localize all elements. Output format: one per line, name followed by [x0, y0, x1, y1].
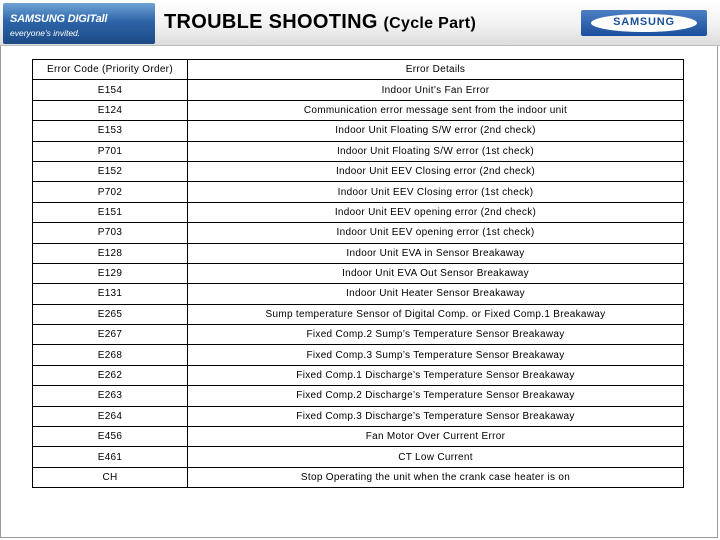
error-detail-cell: Sump temperature Sensor of Digital Comp. or Fixed Comp.1 Breakaway — [188, 304, 684, 324]
samsung-logo-oval — [591, 14, 697, 32]
error-code-cell: P703 — [33, 223, 188, 243]
error-code-cell: E262 — [33, 365, 188, 385]
error-detail-cell: CT Low Current — [188, 447, 684, 467]
error-code-cell: E128 — [33, 243, 188, 263]
column-header-error-code: Error Code (Priority Order) — [33, 60, 188, 80]
table-row — [33, 100, 684, 120]
error-code-cell: E152 — [33, 161, 188, 181]
error-detail-cell: Fixed Comp.3 Sump’s Temperature Sensor Breakaway — [188, 345, 684, 365]
error-detail-cell: Indoor Unit’s Fan Error — [188, 80, 684, 100]
error-detail-cell: Communication error message sent from the indoor unit — [188, 100, 684, 120]
samsung-digitall-logo — [3, 3, 155, 44]
error-detail-cell: Fixed Comp.1 Discharge’s Temperature Sensor Breakaway — [188, 365, 684, 385]
table-row — [33, 386, 684, 406]
table-row — [33, 161, 684, 181]
error-code-cell: E456 — [33, 427, 188, 447]
error-code-cell: E129 — [33, 263, 188, 283]
table-row — [33, 304, 684, 324]
table-row — [33, 406, 684, 426]
error-detail-cell: Indoor Unit EEV Closing error (2nd check) — [188, 161, 684, 181]
table-row — [33, 325, 684, 345]
page-title — [164, 11, 476, 34]
table-row — [33, 182, 684, 202]
error-detail-cell: Fixed Comp.2 Discharge’s Temperature Sensor Breakaway — [188, 386, 684, 406]
error-code-cell: E263 — [33, 386, 188, 406]
table-row — [33, 427, 684, 447]
table-row — [33, 447, 684, 467]
table-row — [33, 365, 684, 385]
error-detail-cell: Indoor Unit EEV opening error (2nd check) — [188, 202, 684, 222]
title-main: TROUBLE SHOOTING — [164, 11, 378, 33]
error-detail-cell: Fixed Comp.3 Discharge’s Temperature Sensor Breakaway — [188, 406, 684, 426]
error-code-cell: E265 — [33, 304, 188, 324]
error-code-cell: P702 — [33, 182, 188, 202]
samsung-logo — [581, 10, 707, 36]
error-code-cell: E154 — [33, 80, 188, 100]
logo-line1: SAMSUNG DIGITall — [10, 13, 108, 25]
error-code-cell: P701 — [33, 141, 188, 161]
error-code-cell: E153 — [33, 121, 188, 141]
error-code-cell: E461 — [33, 447, 188, 467]
error-code-cell: E264 — [33, 406, 188, 426]
table-row — [33, 284, 684, 304]
error-detail-cell: Indoor Unit Heater Sensor Breakaway — [188, 284, 684, 304]
error-detail-cell: Indoor Unit EEV Closing error (1st check) — [188, 182, 684, 202]
table-row — [33, 202, 684, 222]
header-bar — [0, 0, 720, 46]
error-code-cell: CH — [33, 467, 188, 487]
samsung-logo-text: SAMSUNG — [613, 16, 675, 28]
table-row — [33, 223, 684, 243]
table-body — [33, 80, 684, 488]
error-detail-cell: Fan Motor Over Current Error — [188, 427, 684, 447]
table-row — [33, 121, 684, 141]
table-row — [33, 141, 684, 161]
error-code-cell: E267 — [33, 325, 188, 345]
table-row — [33, 80, 684, 100]
column-header-error-details: Error Details — [188, 60, 684, 80]
error-code-cell: E268 — [33, 345, 188, 365]
error-detail-cell: Stop Operating the unit when the crank case heater is on — [188, 467, 684, 487]
error-code-cell: E131 — [33, 284, 188, 304]
table-header-row — [33, 60, 684, 80]
error-detail-cell: Indoor Unit Floating S/W error (2nd check) — [188, 121, 684, 141]
error-detail-cell: Indoor Unit EVA Out Sensor Breakaway — [188, 263, 684, 283]
error-code-cell: E151 — [33, 202, 188, 222]
error-detail-cell: Indoor Unit EEV opening error (1st check) — [188, 223, 684, 243]
error-code-cell: E124 — [33, 100, 188, 120]
table-row — [33, 243, 684, 263]
error-detail-cell: Fixed Comp.2 Sump’s Temperature Sensor Breakaway — [188, 325, 684, 345]
title-sub: (Cycle Part) — [383, 15, 477, 32]
error-detail-cell: Indoor Unit Floating S/W error (1st check) — [188, 141, 684, 161]
error-detail-cell: Indoor Unit EVA in Sensor Breakaway — [188, 243, 684, 263]
table-row — [33, 345, 684, 365]
logo-line2: everyone's invited. — [10, 28, 81, 38]
table-row — [33, 467, 684, 487]
table-row — [33, 263, 684, 283]
error-code-table — [32, 59, 684, 488]
